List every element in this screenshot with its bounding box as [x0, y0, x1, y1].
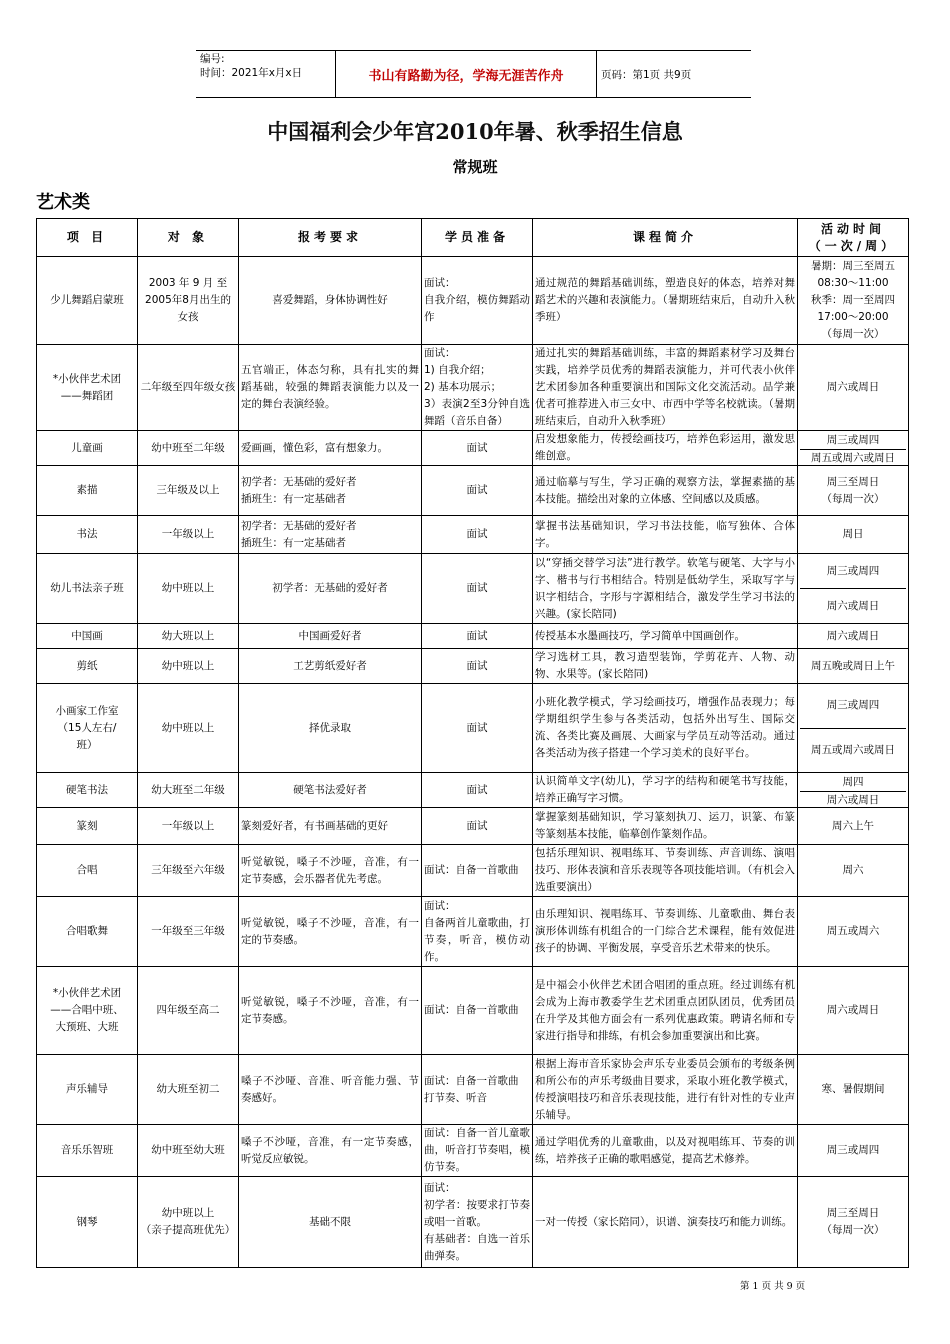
cell-requirements: 爱画画，懂色彩，富有想象力。	[239, 431, 422, 466]
cell-introduction: 传授基本水墨画技巧，学习简单中国画创作。	[533, 624, 798, 649]
cell-introduction: 小班化教学模式，学习绘画技巧，增强作品表现力；每学期组织学生参与各类活动，包括外出写生、国际交流、各类比赛及画展、大画家与学员互动等活动。通过各类活动为孩子搭建一个学习美术的良好平台。	[533, 684, 798, 773]
time-slot: 周六或周日	[800, 791, 906, 808]
cell-requirements: 初学者：无基础的爱好者 插班生：有一定基础者	[239, 516, 422, 554]
table-row	[37, 649, 909, 684]
cell-target: 幼中班至二年级	[138, 431, 239, 466]
table-row	[37, 1177, 909, 1268]
table-row	[37, 773, 909, 808]
cell-time	[798, 431, 909, 466]
cell-time	[798, 554, 909, 624]
table-row	[37, 1125, 909, 1177]
cell-item: *小伙伴艺术团 ——合唱中班、 大预班、大班	[37, 967, 138, 1055]
cell-requirements: 听觉敏锐，嗓子不沙哑，音准，有一定节奏感。	[239, 967, 422, 1055]
cell-introduction: 通过规范的舞蹈基础训练，塑造良好的体态，培养对舞蹈艺术的兴趣和表演能力。（暑期班结束后，自动升入秋季班）	[533, 257, 798, 345]
cell-item: 篆刻	[37, 808, 138, 845]
cell-target: 幼中班以上	[138, 649, 239, 684]
cell-introduction: 包括乐理知识、视唱练耳、节奏训练、声音训练、演唱技巧、形体表演和音乐表现等各项技能培训。（有机会入选重要演出）	[533, 845, 798, 897]
cell-time: 周六上午	[798, 808, 909, 845]
table-row	[37, 897, 909, 967]
time-slot: 周三或周四	[826, 699, 880, 712]
cell-preparation: 面试	[422, 649, 533, 684]
category-heading: 艺术类	[36, 192, 90, 213]
cell-preparation: 面试：自备一首歌曲	[422, 845, 533, 897]
cell-preparation: 面试： 自备两首儿童歌曲，打节奏，听音，模仿动作。	[422, 897, 533, 967]
cell-target: 幼大班至二年级	[138, 773, 239, 808]
time-slot: 周三或周四	[826, 433, 880, 446]
time-slot: 周五或周六或周日	[800, 449, 906, 466]
table-row	[37, 516, 909, 554]
time-slot: 周六或周日	[800, 588, 906, 623]
cell-introduction: 掌握篆刻基础知识，学习篆刻执刀、运刀，识篆、布篆等篆刻基本技能，临摹创作篆刻作品。	[533, 808, 798, 845]
cell-target: 一年级以上	[138, 516, 239, 554]
cell-target: 幼中班以上 （亲子提高班优先）	[138, 1177, 239, 1268]
cell-preparation: 面试： 初学者：按要求打节奏或唱一首歌。 有基础者：自选一首乐曲弹奏。	[422, 1177, 533, 1268]
cell-requirements: 五官端正，体态匀称，具有扎实的舞蹈基础，较强的舞蹈表演能力以及一定的舞台表演经验。	[239, 345, 422, 431]
cell-requirements: 听觉敏锐，嗓子不沙哑，音准，有一定节奏感，会乐器者优先考虑。	[239, 845, 422, 897]
cell-preparation: 面试	[422, 808, 533, 845]
cell-time: 寒、暑假期间	[798, 1055, 909, 1125]
table-header-row	[37, 219, 909, 257]
cell-requirements: 择优录取	[239, 684, 422, 773]
header-motto: 书山有路勤为径，学海无涯苦作舟	[335, 51, 597, 97]
column-header-preparation: 学员准备	[422, 219, 533, 257]
table-row	[37, 624, 909, 649]
cell-item: 声乐辅导	[37, 1055, 138, 1125]
cell-preparation: 面试	[422, 554, 533, 624]
cell-requirements: 篆刻爱好者，有书画基础的更好	[239, 808, 422, 845]
cell-item: 少儿舞蹈启蒙班	[37, 257, 138, 345]
table-row	[37, 466, 909, 516]
document-number-label: 编号:	[200, 53, 225, 65]
cell-time: 暑期：周三至周五 08:30～11:00 秋季：周一至周四 17:00～20:00 （每周一次）	[798, 257, 909, 345]
header-page-label: 页码：第1页 共9页	[601, 68, 692, 81]
cell-target: 幼中班至幼大班	[138, 1125, 239, 1177]
cell-time: 周三或周四	[798, 1125, 909, 1177]
cell-introduction: 认识简单文字(幼儿)，学习字的结构和硬笔书写技能，培养正确写字习惯。	[533, 773, 798, 808]
cell-time: 周五晚或周日上午	[798, 649, 909, 684]
cell-time	[798, 684, 909, 773]
cell-introduction: 通过学唱优秀的儿童歌曲，以及对视唱练耳、节奏的训练，培养孩子正确的歌唱感觉，提高艺术修养。	[533, 1125, 798, 1177]
document-time-label: 时间：2021年x月x日	[200, 67, 303, 79]
table-row	[37, 967, 909, 1055]
table-row	[37, 257, 909, 345]
cell-item: 儿童画	[37, 431, 138, 466]
cell-target: 幼中班以上	[138, 554, 239, 624]
cell-time: 周六或周日	[798, 967, 909, 1055]
cell-time: 周日	[798, 516, 909, 554]
table-row	[37, 431, 909, 466]
cell-preparation: 面试：自备一首歌曲 打节奏、听音	[422, 1055, 533, 1125]
cell-requirements: 喜爱舞蹈，身体协调性好	[239, 257, 422, 345]
cell-item: *小伙伴艺术团 ——舞蹈团	[37, 345, 138, 431]
cell-requirements: 嗓子不沙哑，音准，有一定节奏感，听觉反应敏锐。	[239, 1125, 422, 1177]
table-row	[37, 808, 909, 845]
cell-requirements: 硬笔书法爱好者	[239, 773, 422, 808]
enrollment-table	[36, 218, 909, 1268]
cell-time: 周五或周六	[798, 897, 909, 967]
cell-introduction: 根据上海市音乐家协会声乐专业委员会颁布的考级条例和所公布的声乐考级曲目要求，采取小班化教学模式，传授演唱技巧和音乐表现技能，进行有针对性的专业声乐辅导。	[533, 1055, 798, 1125]
cell-preparation: 面试	[422, 773, 533, 808]
cell-preparation: 面试	[422, 431, 533, 466]
cell-item: 剪纸	[37, 649, 138, 684]
header-meta	[200, 51, 335, 97]
time-slot: 周三或周四	[826, 564, 880, 577]
cell-item: 幼儿书法亲子班	[37, 554, 138, 624]
cell-requirements: 嗓子不沙哑、音准、听音能力强、节奏感好。	[239, 1055, 422, 1125]
cell-item: 音乐乐智班	[37, 1125, 138, 1177]
cell-item: 小画家工作室 （15人左右/ 班）	[37, 684, 138, 773]
cell-item: 中国画	[37, 624, 138, 649]
cell-introduction: 启发想象能力，传授绘画技巧，培养色彩运用，激发思维创意。	[533, 431, 798, 466]
cell-target: 三年级及以上	[138, 466, 239, 516]
cell-introduction: 通过临摹与写生，学习正确的观察方法，掌握素描的基本技能。描绘出对象的立体感、空间感以及质感。	[533, 466, 798, 516]
column-header-introduction: 课程简介	[533, 219, 798, 257]
column-header-requirements: 报考要求	[239, 219, 422, 257]
cell-introduction: 是中福会小伙伴艺术团合唱团的重点班。经过训练有机会成为上海市教委学生艺术团重点团队团员，优秀团员在升学及其他方面会有一系列优惠政策。聘请名师和专家进行指导和排练，有机会参加重要演出和比赛。	[533, 967, 798, 1055]
cell-item: 书法	[37, 516, 138, 554]
cell-target: 幼大班至初二	[138, 1055, 239, 1125]
cell-target: 三年级至六年级	[138, 845, 239, 897]
cell-requirements: 听觉敏锐，嗓子不沙哑，音准，有一定的节奏感。	[239, 897, 422, 967]
cell-introduction: 掌握书法基础知识，学习书法技能，临写独体、合体字。	[533, 516, 798, 554]
cell-requirements: 基础不限	[239, 1177, 422, 1268]
page-footer: 第 1 页 共 9 页	[740, 1281, 806, 1292]
cell-target: 一年级至三年级	[138, 897, 239, 967]
cell-item: 合唱	[37, 845, 138, 897]
cell-introduction: 一对一传授（家长陪同），识谱、演奏技巧和能力训练。	[533, 1177, 798, 1268]
column-header-time: 活动时间 （一次/周）	[798, 219, 909, 257]
cell-requirements: 初学者：无基础的爱好者 插班生：有一定基础者	[239, 466, 422, 516]
cell-target: 一年级以上	[138, 808, 239, 845]
table-row	[37, 1055, 909, 1125]
cell-preparation: 面试	[422, 516, 533, 554]
table-row	[37, 845, 909, 897]
cell-time: 周六或周日	[798, 345, 909, 431]
cell-preparation: 面试	[422, 466, 533, 516]
cell-item: 硬笔书法	[37, 773, 138, 808]
cell-introduction: 学习选材工具，教习造型装饰，学剪花卉、人物、动物、水果等。(家长陪同)	[533, 649, 798, 684]
cell-time: 周三至周日 （每周一次）	[798, 466, 909, 516]
page-header	[196, 50, 751, 98]
page-subtitle: 常规班	[452, 158, 498, 176]
cell-target: 幼中班以上	[138, 684, 239, 773]
cell-preparation: 面试	[422, 624, 533, 649]
cell-item: 合唱歌舞	[37, 897, 138, 967]
page-title: 中国福利会少年宫2010年暑、秋季招生信息	[267, 119, 683, 144]
cell-time: 周六或周日	[798, 624, 909, 649]
cell-item: 钢琴	[37, 1177, 138, 1268]
cell-preparation: 面试：自备一首儿童歌曲，听音打节奏唱，模仿节奏。	[422, 1125, 533, 1177]
cell-time	[798, 773, 909, 808]
cell-preparation: 面试： 自我介绍，模仿舞蹈动作	[422, 257, 533, 345]
column-header-item: 项 目	[37, 219, 138, 257]
cell-item: 素描	[37, 466, 138, 516]
column-header-target: 对 象	[138, 219, 239, 257]
cell-preparation: 面试	[422, 684, 533, 773]
cell-target: 幼大班以上	[138, 624, 239, 649]
cell-preparation: 面试： 1) 自我介绍； 2) 基本功展示； 3）表演2至3分钟自选舞蹈（音乐自备）	[422, 345, 533, 431]
cell-time: 周六	[798, 845, 909, 897]
cell-time: 周三至周日 （每周一次）	[798, 1177, 909, 1268]
cell-requirements: 中国画爱好者	[239, 624, 422, 649]
cell-target: 二年级至四年级女孩	[138, 345, 239, 431]
time-slot: 周五或周六或周日	[800, 728, 906, 773]
table-row	[37, 554, 909, 624]
cell-requirements: 工艺剪纸爱好者	[239, 649, 422, 684]
table-row	[37, 684, 909, 773]
time-slot: 周四	[842, 775, 864, 788]
table-row	[37, 345, 909, 431]
cell-requirements: 初学者：无基础的爱好者	[239, 554, 422, 624]
cell-introduction: 由乐理知识、视唱练耳、节奏训练、儿童歌曲、舞台表演形体训练有机组合的一门综合艺术课程，能有效促进孩子的协调、平衡发展，享受音乐艺术带来的快乐。	[533, 897, 798, 967]
cell-target: 四年级至高二	[138, 967, 239, 1055]
cell-target: 2003 年 9 月 至 2005年8月出生的女孩	[138, 257, 239, 345]
cell-introduction: 通过扎实的舞蹈基础训练，丰富的舞蹈素材学习及舞台实践，培养学员优秀的舞蹈表演能力，并可代表小伙伴艺术团参加各种重要演出和国际文化交流活动。品学兼优者可推荐进入市三女中、市西中学等名校就读。（暑期班结束后，自动升入秋季班）	[533, 345, 798, 431]
cell-preparation: 面试：自备一首歌曲	[422, 967, 533, 1055]
cell-introduction: 以“穿插交替学习法”进行教学。软笔与硬笔、大字与小字、楷书与行书相结合。特别是低幼学生，采取写字与识字相结合，字形与字源相结合，激发学生学习书法的兴趣。(家长陪同)	[533, 554, 798, 624]
